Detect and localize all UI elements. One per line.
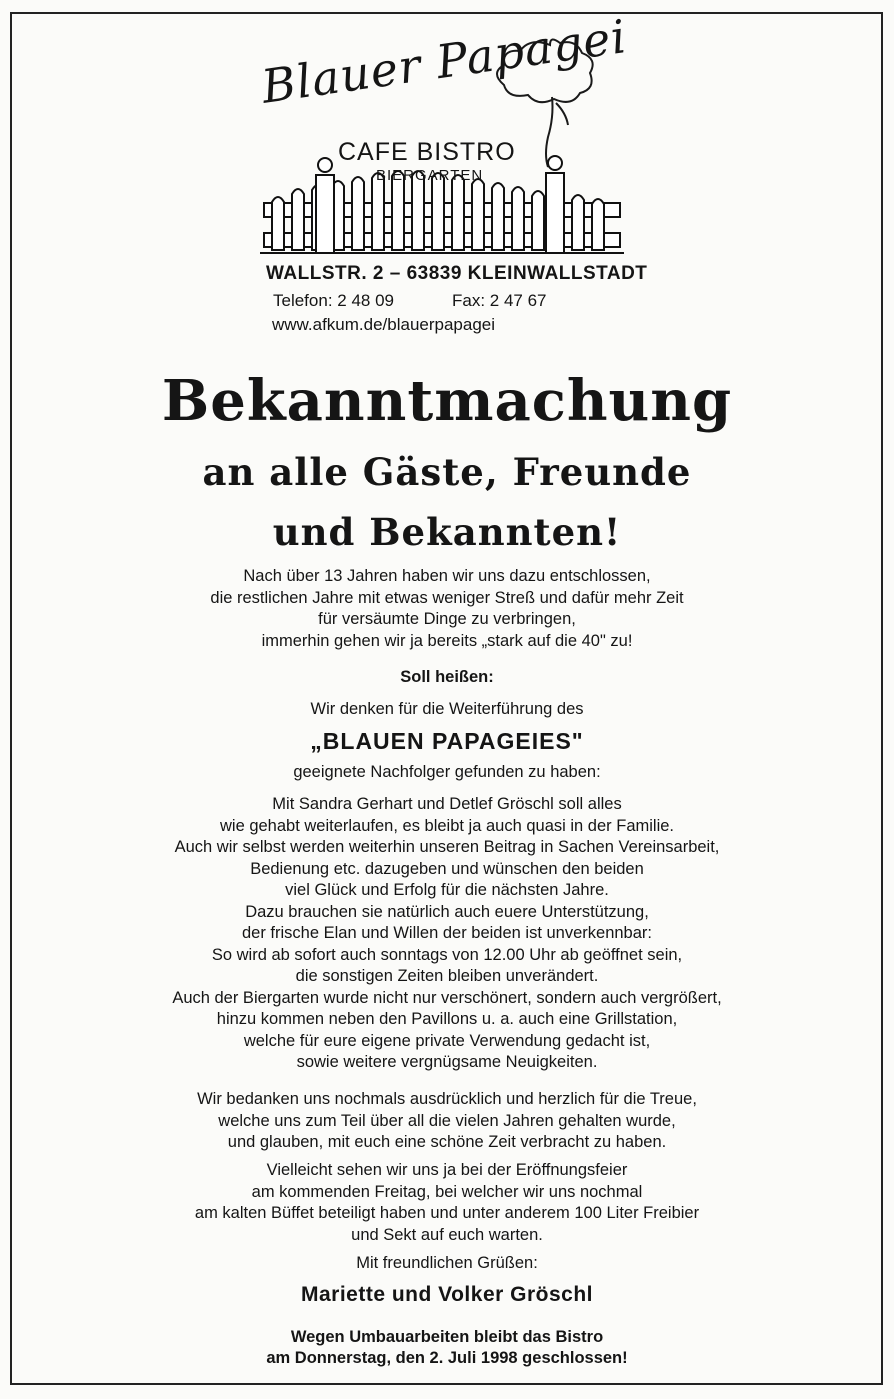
logo-cafe-bistro: CAFE BISTRO	[338, 138, 516, 166]
thanks-paragraph	[0, 1089, 894, 1154]
text-line: welche für eure eigene private Verwendung gedacht ist,	[243, 1031, 651, 1050]
main-paragraph	[0, 794, 894, 1074]
address: WALLSTR. 2 – 63839 KLEINWALLSTADT	[266, 263, 648, 284]
text-line: die restlichen Jahre mit etwas weniger Streß und dafür mehr Zeit	[210, 588, 684, 607]
signature: Mariette und Volker Gröschl	[300, 1283, 593, 1306]
intro-paragraph	[0, 566, 894, 652]
text-line: Auch der Biergarten wurde nicht nur verschönert, sondern auch vergrößert,	[172, 988, 722, 1007]
text-line: Vielleicht sehen wir uns ja bei der Eröffnungsfeier	[266, 1161, 628, 1179]
text-line: Dazu brauchen sie natürlich auch euere Unterstützung,	[245, 902, 649, 921]
text-line: hinzu kommen neben den Pavillons u. a. auch eine Grillstation,	[216, 1010, 678, 1028]
text-line: die sonstigen Zeiten bleiben unverändert.	[295, 967, 599, 985]
text-line: am Donnerstag, den 2. Juli 1998 geschlossen!	[266, 1349, 628, 1367]
text-line: Auch wir selbst werden weiterhin unseren Beitrag in Sachen Vereinsarbeit,	[174, 838, 720, 856]
logo-biergarten: BIERGARTEN	[376, 167, 484, 184]
website: www.afkum.de/blauerpapagei	[272, 315, 496, 334]
text-line: So wird ab sofort auch sonntags von 12.00 Uhr ab geöffnet sein,	[211, 945, 683, 964]
phone: Telefon: 2 48 09	[273, 291, 394, 310]
text-line: der frische Elan und Willen der beiden ist unverkennbar:	[242, 924, 652, 942]
denken-line: Wir denken für die Weiterführung des	[310, 700, 584, 718]
logo-script-name: Blauer Papagei	[258, 9, 631, 114]
text-line: Wegen Umbauarbeiten bleibt das Bistro	[290, 1328, 604, 1346]
text-line: am kalten Büffet beteiligt haben und unter anderem 100 Liter Freibier	[194, 1204, 700, 1222]
party-paragraph	[0, 1160, 894, 1246]
text-line: Nach über 13 Jahren haben wir uns dazu entschlossen,	[243, 567, 651, 585]
headline-line3: und Bekannten!	[272, 510, 622, 554]
text-line: am kommenden Freitag, bei welcher wir uns nochmal	[251, 1182, 643, 1201]
text-line: für versäumte Dinge zu verbringen,	[318, 610, 576, 628]
text-line: welche uns zum Teil über all die vielen Jahren gehalten wurde,	[218, 1111, 676, 1130]
text-line: immerhin gehen wir ja bereits „stark auf die 40" zu!	[261, 631, 633, 650]
headline-line2: an alle Gäste, Freunde	[202, 450, 692, 494]
text-line: und Sekt auf euch warten.	[351, 1225, 543, 1244]
text-line: Bedienung etc. dazugeben und wünschen den beiden	[250, 859, 644, 878]
blauen-papageies: „BLAUEN PAPAGEIES"	[310, 728, 584, 754]
greeting: Mit freundlichen Grüßen:	[356, 1254, 538, 1272]
text-line: viel Glück und Erfolg für die nächsten Jahre.	[285, 881, 609, 899]
text-line: Wir bedanken uns nochmals ausdrücklich und herzlich für die Treue,	[197, 1090, 697, 1108]
text-line: sowie weitere vergnügsame Neuigkeiten.	[296, 1053, 598, 1071]
closure-note	[0, 1327, 894, 1369]
nachfolger-line: geeignete Nachfolger gefunden zu haben:	[293, 763, 601, 781]
headline-title: Bekanntmachung	[161, 368, 733, 434]
soll-heissen: Soll heißen:	[400, 668, 494, 686]
text-line: und glauben, mit euch eine schöne Zeit verbracht zu haben.	[227, 1133, 667, 1151]
text-line: Mit Sandra Gerhart und Detlef Gröschl soll alles	[272, 795, 622, 813]
fax: Fax: 2 47 67	[452, 291, 547, 310]
text-line: wie gehabt weiterlaufen, es bleibt ja auch quasi in der Familie.	[219, 816, 674, 835]
